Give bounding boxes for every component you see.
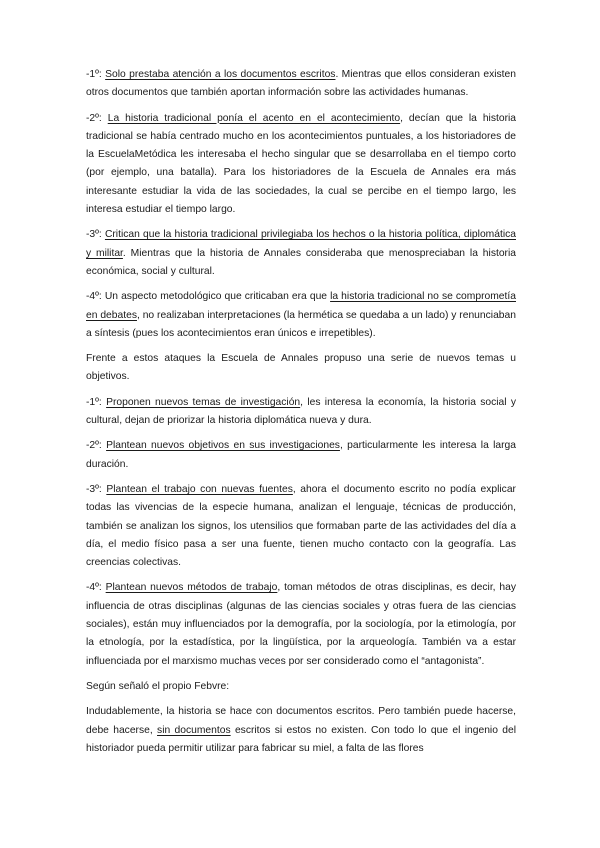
paragraph-text: Indudablemente, la historia se hace con documentos escritos. Pero también puede hacerse, debe hacerse, bbox=[86, 706, 516, 736]
paragraph-criticism-2 bbox=[86, 110, 516, 220]
underlined-phrase: Solo prestaba atención a los documentos escritos bbox=[105, 69, 336, 80]
document-body bbox=[86, 66, 516, 765]
paragraph-proposal-1 bbox=[86, 394, 516, 431]
paragraph-prefix: -1º: bbox=[86, 69, 106, 80]
paragraph-criticism-3 bbox=[86, 226, 516, 281]
paragraph-proposal-4 bbox=[86, 579, 516, 670]
paragraph-prefix: -1º: bbox=[86, 396, 107, 408]
underlined-phrase: Plantean nuevos objetivos en sus investigaciones bbox=[106, 440, 340, 452]
paragraph-febvre-intro bbox=[86, 678, 516, 696]
paragraph-febvre-quote bbox=[86, 703, 516, 758]
paragraph-text: , les interesa la economía, la historia social y cultural, dejan de priorizar la historia diplomática nueva y dura. bbox=[86, 396, 517, 427]
paragraph-text: , toman métodos de otras disciplinas, es decir, hay influencia de otras disciplinas (algunas de las ciencias sociales y otras fuera de las ciencias sociales), están muy influenciados por la demografía, por la sociología, por la etimología, por la etnología, por la estadística, por la lingüística, por la arqueología. También va a estar influenciada por el marxismo muchas veces por ser considerado como el “antagonista”. bbox=[86, 582, 516, 667]
paragraph-prefix: -4º: bbox=[86, 582, 106, 594]
underlined-phrase: Plantean el trabajo con nuevas fuentes bbox=[106, 483, 293, 495]
underlined-phrase: la historia tradicional no se comprometía en debates bbox=[86, 291, 516, 321]
paragraph-text: , no realizaban interpretaciones (la hermética se quedaba a un lado) y renunciaban a síntesis (pues los acontecimientos eran únicos e irrepetibles). bbox=[86, 309, 516, 339]
paragraph-criticism-1 bbox=[86, 66, 516, 103]
paragraph-text: . Mientras que la historia de Annales consideraba que menospreciaban la historia económica, social y cultural. bbox=[86, 247, 516, 277]
paragraph-text: Frente a estos ataques la Escuela de Annales propuso una serie de nuevos temas u objetivos. bbox=[86, 353, 516, 383]
paragraph-proposal-3 bbox=[86, 481, 516, 572]
paragraph-text: , particularmente les interesa la larga duración. bbox=[86, 440, 516, 470]
paragraph-text: Según señaló el propio Febvre: bbox=[86, 680, 230, 692]
paragraph-prefix: -3º: bbox=[86, 229, 105, 241]
paragraph-prefix: -4º: Un aspecto metodológico que criticaban era que bbox=[86, 291, 331, 303]
paragraph-text: , decían que la historia tradicional se había centrado mucho en los acontecimientos puntuales, a los historiadores de la EscuelaMetódica les interesaba el hecho singular que se desarrollaba en el tiempo corto (por ejemplo, una batalla). Para los historiadores de la Escuela de Annales era más interesante estudiar la vida de las sociedades, la cual se percibe en el tiempo largo, les interesa estudiar el tiempo largo. bbox=[86, 112, 517, 216]
paragraph-text: . Mientras que ellos consideran existen otros documentos que también aportan información sobre las actividades humanas. bbox=[86, 69, 516, 99]
paragraph-prefix: -3º: bbox=[86, 483, 107, 495]
underlined-phrase: La historia tradicional ponía el acento en el acontecimiento bbox=[107, 112, 401, 124]
paragraph-text: , ahora el documento escrito no podía explicar todas las vivencias de la especie humana, analizan el lenguaje, técnicas de producción, también se analizan los signos, los utensilios que formaban parte de las actividades del día a día, el medio físico pasa a ser una fuente, tienen mucho contacto con la geografía. Las creencias colectivas. bbox=[86, 483, 516, 569]
underlined-phrase: sin documentos bbox=[157, 724, 231, 736]
paragraph-prefix: -2º: bbox=[86, 440, 107, 452]
underlined-phrase: Proponen nuevos temas de investigación bbox=[106, 396, 301, 408]
paragraph-proposal-2 bbox=[86, 437, 516, 474]
paragraph-prefix: -2º: bbox=[86, 112, 108, 124]
paragraph-intro-proposals bbox=[86, 350, 516, 387]
paragraph-text: escritos si estos no existen. Con todo lo que el ingenio del historiador pueda permitir utilizar para fabricar su miel, a falta de las flores bbox=[86, 724, 516, 754]
paragraph-criticism-4 bbox=[86, 288, 516, 343]
underlined-phrase: Plantean nuevos métodos de trabajo bbox=[105, 582, 278, 594]
underlined-phrase: Critican que la historia tradicional privilegiaba los hechos o la historia política, diplomática y militar bbox=[86, 229, 516, 259]
